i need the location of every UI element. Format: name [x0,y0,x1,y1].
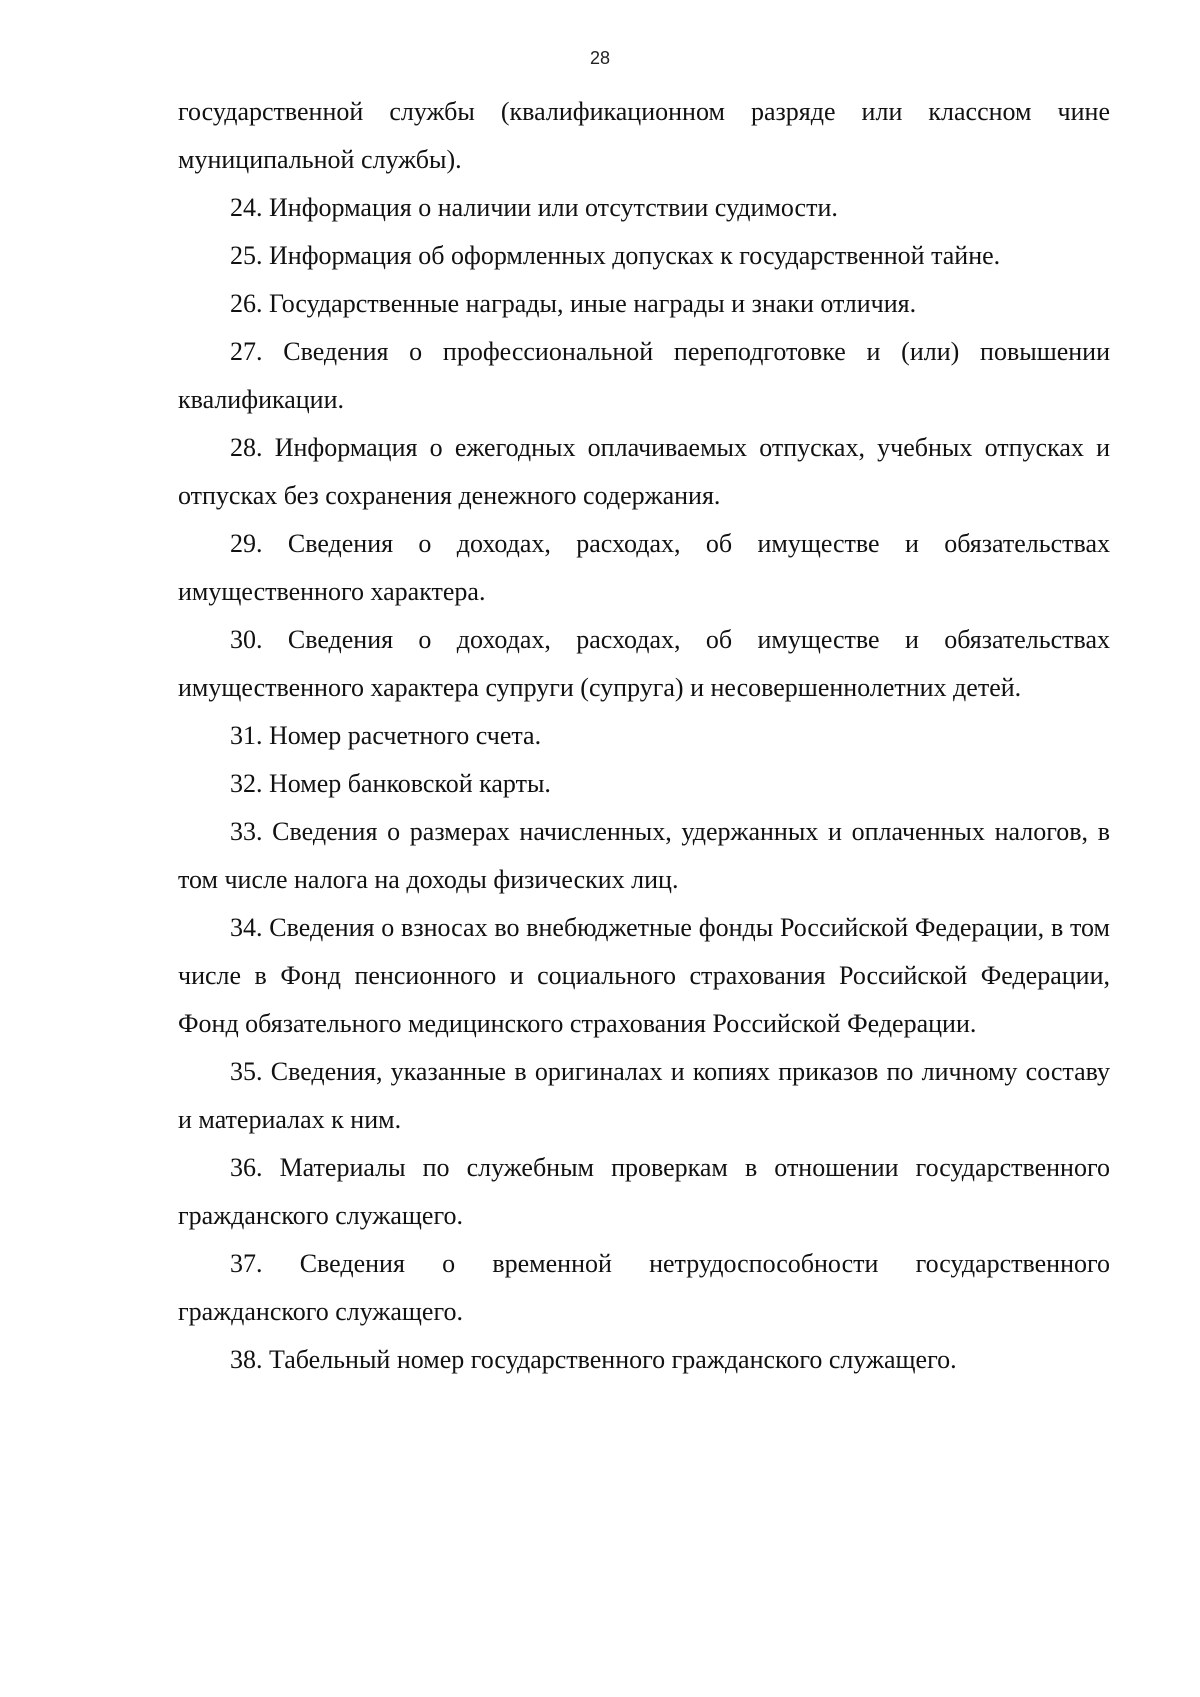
list-item-25: 25. Информация об оформленных допусках к государственной тайне. [230,241,1001,270]
list-item-35: 35. Сведения, указанные в оригиналах и копиях приказов по личному составу и материалах к ним. [178,1057,1110,1134]
list-item-28: 28. Информация о ежегодных оплачиваемых отпусках, учебных отпусках и отпусках без сохранения денежного содержания. [178,433,1110,510]
list-item-24: 24. Информация о наличии или отсутствии судимости. [230,193,838,222]
list-item-34: 34. Сведения о взносах во внебюджетные фонды Российской Федерации, в том числе в Фонд пенсионного и социального страхования Российской Федерации, Фонд обязательного медицинского страхования Российской Федерации. [178,913,1110,1038]
paragraph-continuation: государственной службы (квалификационном разряде или классном чине муниципальной службы). [178,97,1110,174]
list-item-31: 31. Номер расчетного счета. [230,721,542,750]
page-number: 28 [589,48,611,68]
list-item-32: 32. Номер банковской карты. [230,769,551,798]
list-item-33: 33. Сведения о размерах начисленных, удержанных и оплаченных налогов, в том числе налога на доходы физических лиц. [178,817,1110,894]
list-item-29: 29. Сведения о доходах, расходах, об имуществе и обязательствах имущественного характера. [178,529,1110,606]
list-item-37: 37. Сведения о временной нетрудоспособности государственного гражданского служащего. [178,1249,1110,1326]
list-item-26: 26. Государственные награды, иные награды и знаки отличия. [230,289,917,318]
list-item-36: 36. Материалы по служебным проверкам в отношении государственного гражданского служащего. [178,1153,1110,1230]
document-body [178,88,1110,1384]
list-item-27: 27. Сведения о профессиональной переподготовке и (или) повышении квалификации. [178,337,1110,414]
list-item-30: 30. Сведения о доходах, расходах, об имуществе и обязательствах имущественного характера супруги (супруга) и несовершеннолетних детей. [178,625,1110,702]
list-item-38: 38. Табельный номер государственного гражданского служащего. [230,1345,957,1374]
